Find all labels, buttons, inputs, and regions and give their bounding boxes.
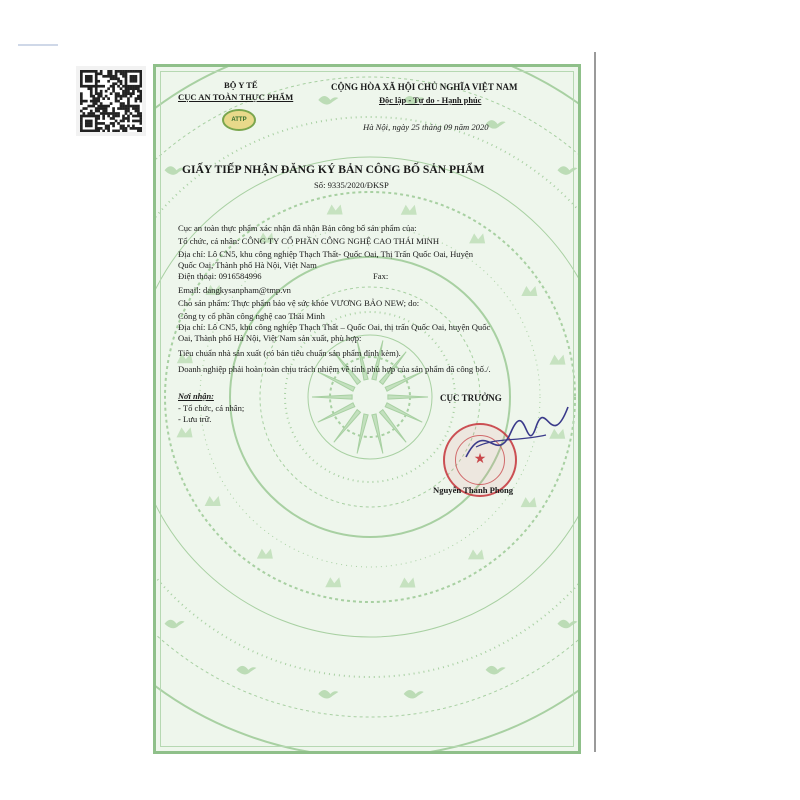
organization-line: Tổ chức, cá nhân: CÔNG TY CỔ PHẦN CÔNG NGHỆ CAO THÁI MINH — [178, 236, 440, 246]
address-line-2: Quốc Oai, Thành phố Hà Nội, Việt Nam — [178, 260, 317, 270]
recipient-item: - Lưu trữ. — [178, 414, 212, 424]
country-name: CỘNG HÒA XÃ HỘI CHỦ NGHĨA VIỆT NAM — [331, 82, 518, 92]
signature — [456, 397, 576, 477]
agency-name: CỤC AN TOÀN THỰC PHẨM — [178, 92, 294, 102]
document-number: Số: 9335/2020/ĐKSP — [314, 180, 389, 190]
document-title: GIẤY TIẾP NHẬN ĐĂNG KÝ BẢN CÔNG BỐ SẢN PHẨM — [182, 163, 485, 176]
email-line: Email: dangkysanpham@tmp.vn — [178, 285, 291, 295]
product-line: Cho sản phẩm: Thực phẩm bảo vệ sức khỏe VƯƠNG BẢO NEW; do: — [178, 298, 420, 308]
standard-line: Tiêu chuẩn nhà sản xuất (có bản tiêu chuẩn sản phẩm đính kèm). — [178, 348, 401, 358]
maker-address-line-2: Oai, Thành phố Hà Nội, Việt Nam sản xuất, phù hợp: — [178, 333, 362, 343]
maker-address-line-1: Địa chỉ: Lô CN5, khu công nghiệp Thạch Thất – Quốc Oai, thị trấn Quốc Oai, huyện Quốc — [178, 322, 491, 332]
address-line-1: Địa chỉ: Lô CN5, khu công nghiệp Thạch Thất- Quốc Oai, Thị Trấn Quốc Oai, Huyện — [178, 249, 474, 259]
recipient-item: - Tổ chức, cá nhân; — [178, 403, 245, 413]
top-left-mark — [18, 44, 58, 46]
phone-line: Điện thoại: 0916584996 — [178, 271, 262, 281]
recipients-label: Nơi nhận: — [178, 392, 214, 401]
responsibility-line: Doanh nghiệp phải hoàn toàn chịu trách nhiệm về tính phù hợp của sản phẩm đã công bố./. — [178, 364, 491, 374]
official-stamp: ★ — [443, 423, 517, 497]
page-divider — [594, 52, 596, 752]
signer-position: CỤC TRƯỞNG — [440, 393, 502, 403]
agency-logo: ATTP — [222, 109, 256, 131]
maker-line: Công ty cổ phần công nghệ cao Thái Minh — [178, 311, 325, 321]
fax-label: Fax: — [373, 271, 389, 281]
issue-date: Hà Nội, ngày 25 tháng 09 năm 2020 — [363, 122, 489, 132]
certificate-page — [153, 64, 581, 754]
ministry-name: BỘ Y TẾ — [224, 80, 258, 90]
national-motto: Độc lập - Tự do - Hạnh phúc — [379, 96, 482, 105]
qr-code-icon — [80, 70, 142, 132]
intro-text: Cục an toàn thực phẩm xác nhận đã nhận Bản công bố sản phẩm của: — [178, 223, 417, 233]
signer-name: Nguyễn Thanh Phong — [433, 485, 514, 495]
